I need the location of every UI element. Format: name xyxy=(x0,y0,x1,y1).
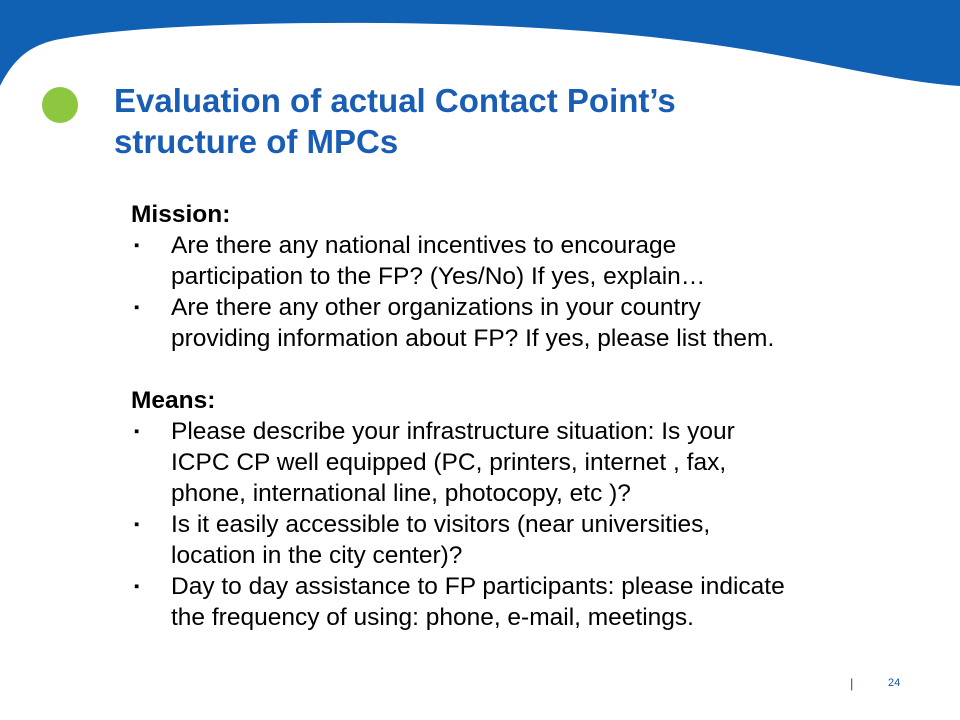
square-bullet-icon: ▪ xyxy=(134,237,140,254)
footer-separator: | xyxy=(850,676,854,691)
bullet-line: phone, international line, photocopy, etc )? xyxy=(171,480,631,507)
bullet-line: ICPC CP well equipped (PC, printers, internet , fax, xyxy=(171,449,727,476)
bullet-item xyxy=(131,230,931,292)
square-bullet-icon: ▪ xyxy=(134,299,140,316)
bullet-text xyxy=(171,416,931,509)
bullet-item xyxy=(131,292,931,354)
bullet-text xyxy=(171,230,931,292)
section-spacer xyxy=(131,354,931,385)
header-wave-shape xyxy=(0,0,960,86)
title-bullet-icon xyxy=(42,87,78,123)
bullet-line: the frequency of using: phone, e-mail, meetings. xyxy=(171,604,694,631)
bullet-line: Day to day assistance to FP participants: please indicate xyxy=(171,573,785,600)
bullet-text xyxy=(171,571,931,633)
bullet-line: Is it easily accessible to visitors (near universities, xyxy=(171,511,711,538)
bullet-line: Are there any other organizations in your country xyxy=(171,294,701,321)
square-bullet-icon: ▪ xyxy=(134,578,140,595)
title-line: structure of MPCs xyxy=(114,123,399,160)
slide-body xyxy=(131,199,931,633)
slide-title xyxy=(114,80,934,162)
title-line: Evaluation of actual Contact Point’s xyxy=(114,82,676,119)
bullet-item xyxy=(131,416,931,509)
section-heading-mission: Mission: xyxy=(131,201,231,228)
bullet-line: Please describe your infrastructure situation: Is your xyxy=(171,418,735,445)
bullet-item xyxy=(131,571,931,633)
bullet-line: location in the city center)? xyxy=(171,542,463,569)
page-number: 24 xyxy=(888,677,901,689)
bullet-item xyxy=(131,509,931,571)
bullet-text xyxy=(171,509,931,571)
square-bullet-icon: ▪ xyxy=(134,423,140,440)
bullet-line: Are there any national incentives to encourage xyxy=(171,232,677,259)
square-bullet-icon: ▪ xyxy=(134,516,140,533)
bullet-line: providing information about FP? If yes, please list them. xyxy=(171,325,775,352)
bullet-text xyxy=(171,292,931,354)
bullet-line: participation to the FP? (Yes/No) If yes, explain… xyxy=(171,263,706,290)
section-heading-means: Means: xyxy=(131,387,216,414)
